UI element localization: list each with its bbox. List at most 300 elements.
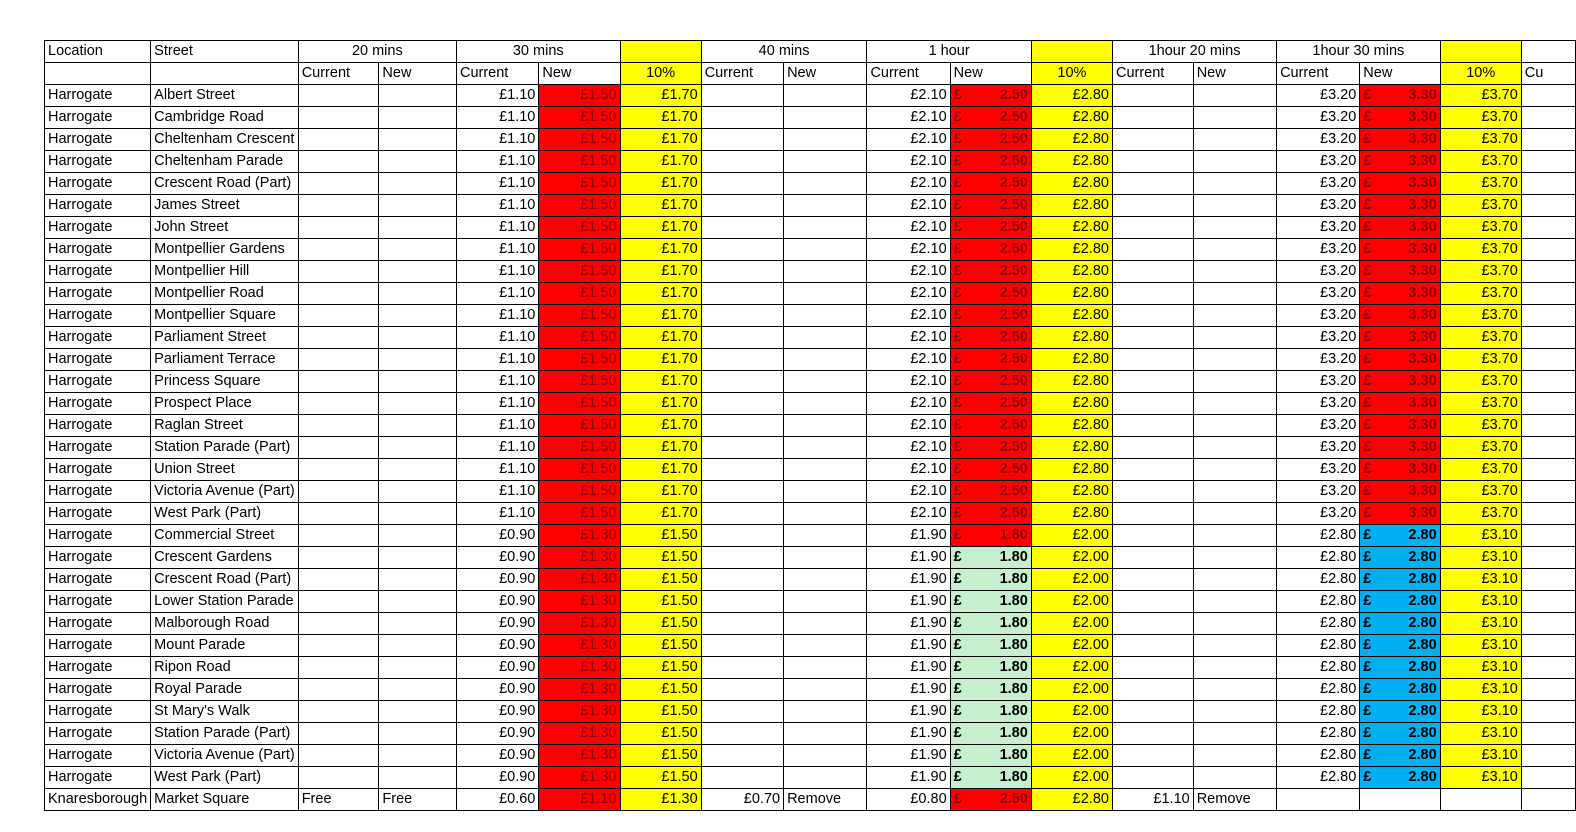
cell-40-current	[701, 701, 783, 723]
cell-30-new: £1.50	[539, 151, 620, 173]
cell-30-current: £0.90	[456, 591, 538, 613]
cell-80-current	[1112, 525, 1193, 547]
cell-90-current: £3.20	[1277, 283, 1360, 305]
cell-location: Harrogate	[45, 151, 151, 173]
cell-90-current: £3.20	[1277, 85, 1360, 107]
cell-30-new: £1.50	[539, 107, 620, 129]
cell-30-current: £1.10	[456, 239, 538, 261]
table-row-last	[45, 789, 1576, 811]
cell-street: Albert Street	[151, 85, 299, 107]
cell-40-new	[784, 723, 867, 745]
cell-60-new	[950, 635, 1031, 657]
cell-30-current: £1.10	[456, 151, 538, 173]
cell-60-current: £1.90	[867, 679, 950, 701]
cell-80-current	[1112, 349, 1193, 371]
cell-20-current	[298, 85, 379, 107]
cell-20-current	[298, 679, 379, 701]
cell-40-current	[701, 635, 783, 657]
cell-20-new	[379, 195, 457, 217]
table-row	[45, 679, 1576, 701]
cell-30-current: £0.90	[456, 745, 538, 767]
cell-street: Crescent Road (Part)	[151, 569, 299, 591]
cell-30-new: £1.50	[539, 393, 620, 415]
subheader-new: New	[1193, 63, 1276, 85]
cell-90-new	[1360, 349, 1440, 371]
pound-sign: £	[953, 285, 962, 301]
cell-90-new	[1360, 415, 1440, 437]
cell-90-new	[1360, 239, 1440, 261]
cell-street: Union Street	[151, 459, 299, 481]
cell-value: 2.50	[999, 373, 1028, 389]
cell-30-current: £1.10	[456, 261, 538, 283]
cell-60-current: £2.10	[867, 173, 950, 195]
cell-value: 2.50	[999, 197, 1028, 213]
table-row	[45, 657, 1576, 679]
cell-80-new	[1193, 371, 1276, 393]
cell-30-10-percent: £1.70	[620, 261, 701, 283]
cell-90-10-percent: £3.70	[1440, 129, 1521, 151]
cell-90-new	[1360, 657, 1440, 679]
cell-60-10-percent: £2.80	[1031, 129, 1112, 151]
cell-90-new	[1360, 635, 1440, 657]
cell-value: 3.30	[1408, 263, 1437, 279]
cell-location: Harrogate	[45, 173, 151, 195]
cell-80-current	[1112, 195, 1193, 217]
cell-80-new	[1193, 327, 1276, 349]
cell-90-10-percent: £3.70	[1440, 327, 1521, 349]
pound-sign: £	[1363, 527, 1372, 543]
cell-20-current	[298, 415, 379, 437]
cell-90-new	[1360, 613, 1440, 635]
cell-80-current	[1112, 459, 1193, 481]
cell-90-new	[1360, 679, 1440, 701]
cell-80-new	[1193, 635, 1276, 657]
cell-30-current: £0.90	[456, 657, 538, 679]
cell-30-current: £0.90	[456, 547, 538, 569]
table-row	[45, 767, 1576, 789]
cell-80-current	[1112, 701, 1193, 723]
cell-20-current	[298, 481, 379, 503]
pound-sign: £	[1363, 197, 1372, 213]
cell-value: 2.50	[999, 131, 1028, 147]
cell-40-current	[701, 767, 783, 789]
pound-sign: £	[953, 153, 962, 169]
pound-sign: £	[1363, 703, 1372, 719]
cell-cut-off	[1521, 107, 1575, 129]
cell-90-new	[1360, 85, 1440, 107]
cell-20-current	[298, 547, 379, 569]
cell-60-current: £1.90	[867, 569, 950, 591]
cell-80-current	[1112, 415, 1193, 437]
cell-value: 1.80	[999, 681, 1028, 697]
cell-value: 2.80	[1408, 769, 1437, 785]
cell-cut-off	[1521, 217, 1575, 239]
cell-60-current: £2.10	[867, 393, 950, 415]
header-40-mins: 40 mins	[701, 41, 867, 63]
cell-60-current: £2.10	[867, 481, 950, 503]
cell-20-new	[379, 283, 457, 305]
cell-60-new	[950, 613, 1031, 635]
cell-80-new	[1193, 745, 1276, 767]
cell-20-new	[379, 261, 457, 283]
cell-30-new: £1.50	[539, 85, 620, 107]
cell-90-new	[1360, 591, 1440, 613]
cell-80-new	[1193, 173, 1276, 195]
cell-30-10-percent: £1.70	[620, 349, 701, 371]
cell-30-current: £0.90	[456, 701, 538, 723]
cell-80-new	[1193, 239, 1276, 261]
cell-80-current	[1112, 371, 1193, 393]
cell-40-new	[784, 679, 867, 701]
cell-40-current	[701, 195, 783, 217]
cell-30-current: £1.10	[456, 129, 538, 151]
cell-90-10-percent: £3.70	[1440, 151, 1521, 173]
cell-80-new	[1193, 613, 1276, 635]
cell-20-current	[298, 613, 379, 635]
cell-30-new: £1.50	[539, 239, 620, 261]
cell-location: Harrogate	[45, 239, 151, 261]
cell-value: 3.30	[1408, 109, 1437, 125]
cell-60-current: £2.10	[867, 415, 950, 437]
cell-value: 2.50	[999, 505, 1028, 521]
cell-90-new	[1360, 569, 1440, 591]
pound-sign: £	[953, 527, 962, 543]
subheader-new: New	[539, 63, 620, 85]
cell-90-current: £3.20	[1277, 305, 1360, 327]
cell-20-current	[298, 701, 379, 723]
cell-60-current: £2.10	[867, 239, 950, 261]
cell-location: Harrogate	[45, 371, 151, 393]
cell-60-current: £1.90	[867, 745, 950, 767]
cell-40-new	[784, 173, 867, 195]
cell-80-current	[1112, 151, 1193, 173]
cell-location: Harrogate	[45, 591, 151, 613]
cell-20-new	[379, 745, 457, 767]
cell-20-current	[298, 767, 379, 789]
pound-sign: £	[953, 483, 962, 499]
cell-20-new	[379, 151, 457, 173]
cell-30-10-percent: £1.50	[620, 745, 701, 767]
cell-90-10-percent: £3.70	[1440, 459, 1521, 481]
cell-30-current: £0.90	[456, 767, 538, 789]
cell-60-10-percent: £2.80	[1031, 437, 1112, 459]
cell-60-current: £1.90	[867, 723, 950, 745]
cell-value: 2.50	[999, 109, 1028, 125]
pound-sign: £	[953, 241, 962, 257]
cell-90-new	[1360, 151, 1440, 173]
cell-80-current	[1112, 239, 1193, 261]
cell-40-new	[784, 151, 867, 173]
cell-90-10-percent: £3.70	[1440, 349, 1521, 371]
cell-90-new	[1360, 371, 1440, 393]
cell-90-10-percent: £3.70	[1440, 393, 1521, 415]
pound-sign: £	[953, 505, 962, 521]
cell-value: 3.30	[1408, 505, 1437, 521]
cell-60-new	[950, 195, 1031, 217]
subheader-blank	[45, 63, 151, 85]
cell-value: 1.80	[999, 769, 1028, 785]
pound-sign: £	[1363, 87, 1372, 103]
pound-sign: £	[1363, 637, 1372, 653]
pound-sign: £	[1363, 615, 1372, 631]
cell-60-new	[950, 679, 1031, 701]
table-row	[45, 151, 1576, 173]
cell-20-current	[298, 195, 379, 217]
cell-20-new	[379, 107, 457, 129]
cell-30-10-percent: £1.70	[620, 481, 701, 503]
cell-90-current	[1277, 789, 1360, 811]
cell-60-10-percent: £2.00	[1031, 591, 1112, 613]
cell-40-new	[784, 239, 867, 261]
cell-40-current	[701, 723, 783, 745]
cell-20-new	[379, 415, 457, 437]
pound-sign: £	[953, 791, 962, 807]
cell-90-10-percent: £3.70	[1440, 107, 1521, 129]
cell-60-10-percent: £2.80	[1031, 481, 1112, 503]
cell-20-new	[379, 635, 457, 657]
cell-cut-off	[1521, 305, 1575, 327]
cell-40-current	[701, 327, 783, 349]
cell-30-10-percent: £1.30	[620, 789, 701, 811]
cell-30-new: £1.30	[539, 701, 620, 723]
cell-40-new	[784, 767, 867, 789]
cell-cut-off	[1521, 591, 1575, 613]
cell-30-new: £1.50	[539, 283, 620, 305]
cell-90-10-percent: £3.70	[1440, 371, 1521, 393]
cell-40-new	[784, 371, 867, 393]
cell-20-current	[298, 459, 379, 481]
cell-20-current	[298, 151, 379, 173]
cell-value: 1.80	[999, 637, 1028, 653]
pound-sign: £	[1363, 593, 1372, 609]
cell-60-current: £2.10	[867, 217, 950, 239]
header-row-groups	[45, 41, 1576, 63]
cell-value: 2.50	[999, 329, 1028, 345]
cell-80-new	[1193, 393, 1276, 415]
cell-20-current	[298, 569, 379, 591]
cell-location: Harrogate	[45, 393, 151, 415]
cell-value: 3.30	[1408, 285, 1437, 301]
cell-20-current	[298, 525, 379, 547]
cell-location: Harrogate	[45, 701, 151, 723]
cell-30-10-percent: £1.70	[620, 195, 701, 217]
subheader-new: New	[1360, 63, 1440, 85]
pound-sign: £	[1363, 395, 1372, 411]
cell-90-new	[1360, 283, 1440, 305]
cell-90-10-percent: £3.70	[1440, 283, 1521, 305]
pound-sign: £	[953, 439, 962, 455]
cell-80-current	[1112, 613, 1193, 635]
table-row	[45, 437, 1576, 459]
cell-street: West Park (Part)	[151, 767, 299, 789]
cell-80-new	[1193, 503, 1276, 525]
cell-40-current	[701, 613, 783, 635]
pound-sign: £	[953, 549, 962, 565]
cell-location: Harrogate	[45, 85, 151, 107]
cell-30-10-percent: £1.50	[620, 679, 701, 701]
cell-60-current: £2.10	[867, 371, 950, 393]
cell-20-new	[379, 481, 457, 503]
table-row	[45, 107, 1576, 129]
cell-60-10-percent: £2.00	[1031, 613, 1112, 635]
pound-sign: £	[953, 571, 962, 587]
cell-80-current	[1112, 437, 1193, 459]
cell-location: Harrogate	[45, 745, 151, 767]
cell-30-10-percent: £1.50	[620, 635, 701, 657]
cell-street: Malborough Road	[151, 613, 299, 635]
cell-90-10-percent: £3.70	[1440, 503, 1521, 525]
pound-sign: £	[1363, 439, 1372, 455]
cell-40-new	[784, 415, 867, 437]
cell-20-current	[298, 723, 379, 745]
subheader-new: New	[784, 63, 867, 85]
cell-value: 2.50	[999, 351, 1028, 367]
cell-80-current: £1.10	[1112, 789, 1193, 811]
cell-80-current	[1112, 547, 1193, 569]
pound-sign: £	[1363, 747, 1372, 763]
cell-60-current: £1.90	[867, 701, 950, 723]
cell-30-10-percent: £1.70	[620, 85, 701, 107]
cell-40-new	[784, 481, 867, 503]
table-row	[45, 591, 1576, 613]
table-row	[45, 613, 1576, 635]
cell-20-new	[379, 173, 457, 195]
cell-value: 2.80	[1408, 659, 1437, 675]
cell-90-current: £2.80	[1277, 679, 1360, 701]
pound-sign: £	[1363, 373, 1372, 389]
subheader-10-percent: 10%	[1031, 63, 1112, 85]
table-row	[45, 745, 1576, 767]
cell-40-current	[701, 371, 783, 393]
cell-60-10-percent: £2.00	[1031, 525, 1112, 547]
cell-20-current	[298, 349, 379, 371]
cell-40-new	[784, 217, 867, 239]
cell-60-new	[950, 415, 1031, 437]
cell-30-current: £0.90	[456, 613, 538, 635]
cell-value: 1.80	[999, 703, 1028, 719]
pound-sign: £	[1363, 351, 1372, 367]
cell-cut-off	[1521, 195, 1575, 217]
cell-cut-off	[1521, 415, 1575, 437]
cell-40-new	[784, 305, 867, 327]
header-row-sub	[45, 63, 1576, 85]
cell-60-current: £2.10	[867, 195, 950, 217]
cell-90-current: £2.80	[1277, 525, 1360, 547]
header-1hour-20-mins: 1hour 20 mins	[1112, 41, 1276, 63]
cell-street: Montpellier Gardens	[151, 239, 299, 261]
cell-location: Harrogate	[45, 613, 151, 635]
cell-60-current: £2.10	[867, 85, 950, 107]
cell-30-current: £0.90	[456, 525, 538, 547]
cell-30-current: £1.10	[456, 85, 538, 107]
cell-60-10-percent: £2.80	[1031, 371, 1112, 393]
cell-30-new: £1.30	[539, 613, 620, 635]
cell-80-new	[1193, 305, 1276, 327]
cell-80-current	[1112, 745, 1193, 767]
cell-40-current	[701, 591, 783, 613]
cell-30-current: £0.90	[456, 569, 538, 591]
cell-location: Harrogate	[45, 767, 151, 789]
table-row	[45, 217, 1576, 239]
header-1hour-30-mins: 1hour 30 mins	[1277, 41, 1441, 63]
cell-90-current: £2.80	[1277, 657, 1360, 679]
cell-value: 1.80	[999, 571, 1028, 587]
cell-cut-off	[1521, 283, 1575, 305]
cell-60-new	[950, 481, 1031, 503]
cell-80-current	[1112, 327, 1193, 349]
cell-street: Cambridge Road	[151, 107, 299, 129]
cell-30-current: £0.60	[456, 789, 538, 811]
cell-60-10-percent: £2.80	[1031, 327, 1112, 349]
cell-60-new	[950, 327, 1031, 349]
cell-60-10-percent: £2.80	[1031, 789, 1112, 811]
cell-60-10-percent: £2.80	[1031, 85, 1112, 107]
cell-60-10-percent: £2.80	[1031, 261, 1112, 283]
cell-20-new	[379, 723, 457, 745]
cell-30-current: £1.10	[456, 503, 538, 525]
cell-30-current: £1.10	[456, 195, 538, 217]
pound-sign: £	[1363, 681, 1372, 697]
cell-80-new	[1193, 415, 1276, 437]
cell-30-new: £1.50	[539, 305, 620, 327]
cell-street: John Street	[151, 217, 299, 239]
cell-value: 2.50	[999, 791, 1028, 807]
cell-30-10-percent: £1.70	[620, 107, 701, 129]
cell-20-current	[298, 217, 379, 239]
cell-90-current: £3.20	[1277, 239, 1360, 261]
cell-30-new: £1.50	[539, 481, 620, 503]
cell-80-current	[1112, 129, 1193, 151]
cell-60-10-percent: £2.80	[1031, 459, 1112, 481]
cell-30-current: £0.90	[456, 635, 538, 657]
cell-30-current: £1.10	[456, 415, 538, 437]
cell-90-current: £3.20	[1277, 393, 1360, 415]
cell-80-current	[1112, 283, 1193, 305]
cell-30-new: £1.50	[539, 415, 620, 437]
cell-90-new	[1360, 173, 1440, 195]
cell-90-new	[1360, 701, 1440, 723]
cell-60-new	[950, 283, 1031, 305]
cell-20-current	[298, 173, 379, 195]
cell-location: Harrogate	[45, 437, 151, 459]
pound-sign: £	[953, 461, 962, 477]
cell-60-new	[950, 129, 1031, 151]
cell-40-current	[701, 305, 783, 327]
cell-20-new	[379, 437, 457, 459]
cell-60-current: £2.10	[867, 327, 950, 349]
cell-value: 3.30	[1408, 417, 1437, 433]
subheader-current: Current	[701, 63, 783, 85]
cell-30-current: £1.10	[456, 107, 538, 129]
cell-40-current	[701, 657, 783, 679]
cell-20-new	[379, 85, 457, 107]
cell-80-current	[1112, 569, 1193, 591]
cell-60-10-percent: £2.80	[1031, 151, 1112, 173]
cell-90-10-percent: £3.10	[1440, 613, 1521, 635]
cell-street: Victoria Avenue (Part)	[151, 745, 299, 767]
cell-60-new	[950, 85, 1031, 107]
cell-90-current: £3.20	[1277, 151, 1360, 173]
cell-30-10-percent: £1.70	[620, 327, 701, 349]
cell-60-10-percent: £2.80	[1031, 393, 1112, 415]
cell-60-new	[950, 305, 1031, 327]
cell-90-current: £2.80	[1277, 723, 1360, 745]
cell-cut-off	[1521, 261, 1575, 283]
cell-value: 2.50	[999, 219, 1028, 235]
cell-30-10-percent: £1.70	[620, 503, 701, 525]
cell-60-current: £2.10	[867, 107, 950, 129]
cell-60-10-percent: £2.00	[1031, 767, 1112, 789]
